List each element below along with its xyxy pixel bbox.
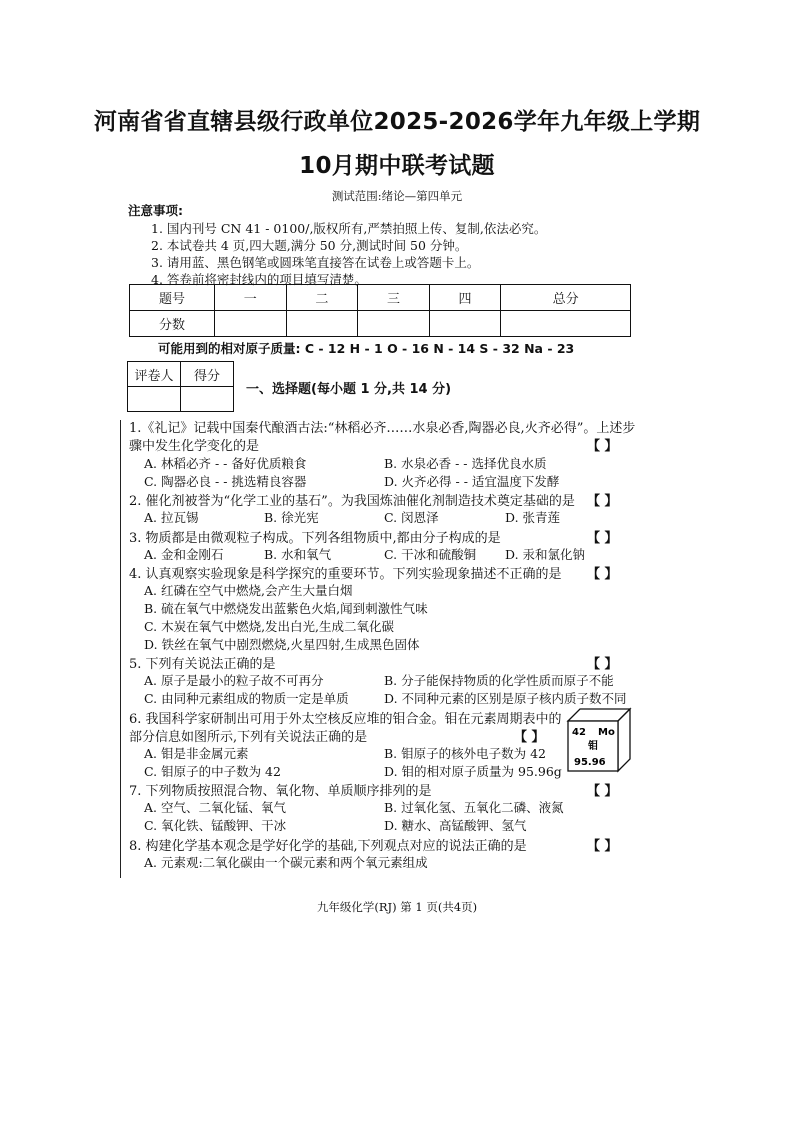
grader-score-cell[interactable] <box>181 387 234 412</box>
grader-reviewer-cell[interactable] <box>128 387 181 412</box>
grader-score-label: 得分 <box>181 362 234 387</box>
option-a: A. 原子是最小的粒子故不可再分 <box>144 673 324 688</box>
exam-title-line1: 河南省省直辖县级行政单位2025-2026学年九年级上学期 <box>93 109 701 135</box>
question-stem: 1.《礼记》记载中国秦代酿酒古法:“林稻必齐……水泉必香,陶器必良,火齐必得”。上述步 <box>129 421 636 436</box>
score-input-cell[interactable] <box>501 311 631 337</box>
option-d: D. 糖水、高锰酸钾、氢气 <box>384 818 527 833</box>
option-b: B. 分子能保持物质的化学性质而原子不能 <box>384 673 614 688</box>
option-d: D. 铁丝在氧气中剧烈燃烧,火星四射,生成黑色固体 <box>144 637 420 652</box>
option-b: B. 徐光宪 <box>264 510 319 525</box>
option-b: B. 硫在氧气中燃烧发出蓝紫色火焰,闻到刺激性气味 <box>144 601 428 616</box>
option-d: D. 汞和氯化钠 <box>505 547 586 562</box>
answer-bracket[interactable]: 【 】 <box>587 531 618 546</box>
option-a: A. 钼是非金属元素 <box>144 746 249 761</box>
page-footer: 九年级化学(RJ) 第 1 页(共4页) <box>316 900 478 914</box>
score-table-cell: 三 <box>358 285 430 311</box>
score-table-cell: 二 <box>286 285 358 311</box>
option-b: B. 水泉必香 - - 选择优良水质 <box>384 456 547 471</box>
option-c: C. 陶器必良 - - 挑选精良容器 <box>144 474 307 489</box>
option-a: A. 空气、二氧化锰、氧气 <box>144 800 286 815</box>
answer-bracket[interactable]: 【 】 <box>587 567 618 582</box>
answer-bracket[interactable]: 【 】 <box>587 494 618 509</box>
question-stem: 2. 催化剂被誉为“化学工业的基石”。为我国炼油催化剂制造技术奠定基础的是 <box>129 494 575 509</box>
option-c: C. 氧化铁、锰酸钾、干冰 <box>144 818 287 833</box>
question-stem: 7. 下列物质按照混合物、氧化物、单质顺序排列的是 <box>129 784 432 799</box>
score-table-cell: 一 <box>215 285 287 311</box>
option-c: C. 由同种元素组成的物质一定是单质 <box>144 691 349 706</box>
option-a: A. 林稻必齐 - - 备好优质粮食 <box>144 456 307 471</box>
option-c: C. 干冰和硫酸铜 <box>384 547 477 562</box>
answer-bracket[interactable]: 【 】 <box>587 839 618 854</box>
option-d: D. 火齐必得 - - 适宜温度下发酵 <box>384 474 560 489</box>
option-a: A. 元素观:二氧化碳由一个碳元素和两个氧元素组成 <box>144 855 428 870</box>
option-a: A. 红磷在空气中燃烧,会产生大量白烟 <box>144 583 353 598</box>
score-table-cell: 分数 <box>130 311 215 337</box>
question-stem: 5. 下列有关说法正确的是 <box>129 657 276 672</box>
question-stem: 3. 物质都是由微观粒子构成。下列各组物质中,都由分子构成的是 <box>129 531 501 546</box>
test-scope: 测试范围:绪论—第四单元 <box>331 189 463 203</box>
element-mass: 95.96 <box>574 757 606 768</box>
score-table-cell: 题号 <box>130 285 215 311</box>
option-a: A. 拉瓦锡 <box>144 510 199 525</box>
score-table-header-row <box>130 285 631 311</box>
score-input-cell[interactable] <box>286 311 358 337</box>
option-d: D. 不同种元素的区别是原子核内质子数不同 <box>384 691 627 706</box>
element-name: 钼 <box>588 741 598 752</box>
atomic-masses: 可能用到的相对原子质量: C - 12 H - 1 O - 16 N - 14 S - 32 Na - 23 <box>158 341 575 356</box>
score-table-score-row <box>130 311 631 337</box>
exam-title-line2: 10月期中联考试题 <box>299 153 495 179</box>
question-stem: 骤中发生化学变化的是 <box>129 439 260 454</box>
grader-reviewer-label: 评卷人 <box>128 362 181 387</box>
option-c: C. 木炭在氧气中燃烧,发出白光,生成二氧化碳 <box>144 619 395 634</box>
answer-bracket[interactable]: 【 】 <box>587 784 618 799</box>
note-item: 4. 答卷前将密封线内的项目填写清楚。 <box>151 272 367 287</box>
section-title: 一、选择题(每小题 1 分,共 14 分) <box>246 382 452 397</box>
notes-heading: 注意事项: <box>128 203 183 218</box>
note-item: 3. 请用蓝、黑色钢笔或圆珠笔直接答在试卷上或答题卡上。 <box>151 255 480 270</box>
option-d: D. 钼的相对原子质量为 95.96g <box>384 764 562 779</box>
score-input-cell[interactable] <box>215 311 287 337</box>
option-a: A. 金和金刚石 <box>144 547 224 562</box>
option-b: B. 过氧化氢、五氧化二磷、液氮 <box>384 800 564 815</box>
question-stem: 部分信息如图所示,下列有关说法正确的是 <box>129 730 368 745</box>
question-stem: 8. 构建化学基本观念是学好化学的基础,下列观点对应的说法正确的是 <box>129 839 527 854</box>
option-d: D. 张青莲 <box>505 510 561 525</box>
score-table-cell: 四 <box>429 285 501 311</box>
answer-bracket[interactable]: 【 】 <box>514 730 545 745</box>
note-item: 1. 国内刊号 CN 41 - 0100/,版权所有,严禁拍照上传、复制,依法必究。 <box>151 221 547 236</box>
score-input-cell[interactable] <box>429 311 501 337</box>
score-table <box>129 284 631 337</box>
question-stem: 4. 认真观察实验现象是科学探究的重要环节。下列实验现象描述不正确的是 <box>129 567 562 582</box>
answer-bracket[interactable]: 【 】 <box>587 439 618 454</box>
score-input-cell[interactable] <box>358 311 430 337</box>
grader-box <box>127 361 234 412</box>
option-b: B. 钼原子的核外电子数为 42 <box>384 746 547 761</box>
question-stem: 6. 我国科学家研制出可用于外太空核反应堆的钼合金。钼在元素周期表中的 <box>129 712 562 727</box>
option-b: B. 水和氧气 <box>264 547 332 562</box>
note-item: 2. 本试卷共 4 页,四大题,满分 50 分,测试时间 50 分钟。 <box>151 238 468 253</box>
molybdenum-element-card <box>566 707 632 773</box>
option-c: C. 闵恩泽 <box>384 510 439 525</box>
element-symbol: Mo <box>598 727 615 738</box>
score-table-cell: 总分 <box>501 285 631 311</box>
binding-line <box>120 420 121 878</box>
element-number: 42 <box>572 727 586 738</box>
option-c: C. 钼原子的中子数为 42 <box>144 764 281 779</box>
answer-bracket[interactable]: 【 】 <box>587 657 618 672</box>
